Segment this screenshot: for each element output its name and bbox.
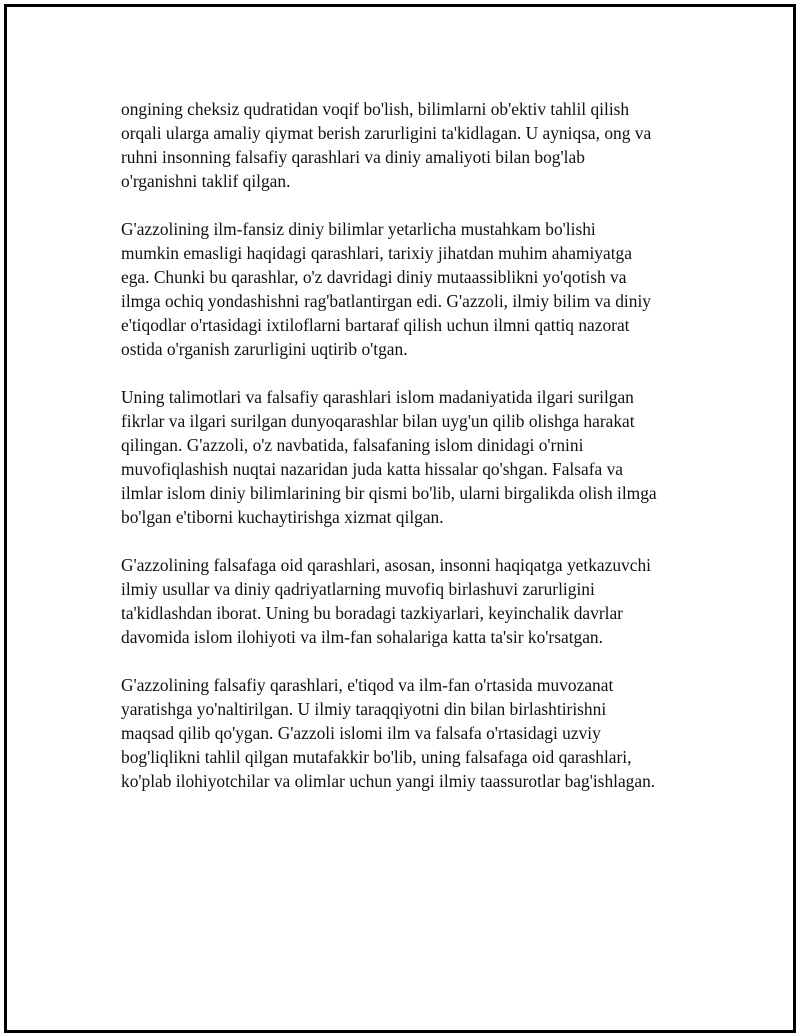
text-line: bog'liqlikni tahlil qilgan mutafakkir bo'lib, uning falsafaga oid qarashlari, xyxy=(121,747,632,767)
text-line: G'azzolining ilm-fansiz diniy bilimlar yetarlicha mustahkam bo'lishi xyxy=(121,219,596,239)
text-line: muvofiqlashish nuqtai nazaridan juda katta hissalar qo'shgan. Falsafa va xyxy=(121,459,624,479)
text-line: davomida islom ilohiyoti va ilm-fan sohalariga katta ta'sir ko'rsatgan. xyxy=(121,627,603,647)
text-line: maqsad qilib qo'ygan. G'azzoli islomi ilm va falsafa o'rtasidagi uzviy xyxy=(121,723,601,743)
text-line: fikrlar va ilgari surilgan dunyoqarashlar bilan uyg'un qilib olishga harakat xyxy=(121,411,635,431)
text-line: ta'kidlashdan iborat. Uning bu boradagi tazkiyarlari, keyinchalik davrlar xyxy=(121,603,623,623)
text-line: G'azzolining falsafaga oid qarashlari, asosan, insonni haqiqatga yetkazuvchi xyxy=(121,555,651,575)
text-line: ega. Chunki bu qarashlar, o'z davridagi diniy mutaassiblikni yo'qotish va xyxy=(121,267,627,287)
paragraph-2 xyxy=(121,217,701,361)
text-line: ongining cheksiz qudratidan voqif bo'lish, bilimlarni ob'ektiv tahlil qilish xyxy=(121,99,630,119)
text-line: ostida o'rganish zarurligini uqtirib o'tgan. xyxy=(121,339,408,359)
text-line: bo'lgan e'tiborni kuchaytirishga xizmat qilgan. xyxy=(121,507,444,527)
page-frame xyxy=(4,4,796,1033)
text-line: e'tiqodlar o'rtasidagi ixtiloflarni bartaraf qilish uchun ilmni qattiq nazorat xyxy=(121,315,630,335)
text-line: o'rganishni taklif qilgan. xyxy=(121,171,291,191)
text-line: qilingan. G'azzoli, o'z navbatida, falsafaning islom dinidagi o'rnini xyxy=(121,435,584,455)
paragraph-4 xyxy=(121,553,701,649)
text-line: orqali ularga amaliy qiymat berish zarurligini ta'kidlagan. U ayniqsa, ong va xyxy=(121,123,652,143)
text-line: mumkin emasligi haqidagi qarashlari, tarixiy jihatdan muhim ahamiyatga xyxy=(121,243,632,263)
text-line: Uning talimotlari va falsafiy qarashlari islom madaniyatida ilgari surilgan xyxy=(121,387,634,407)
paragraph-3 xyxy=(121,385,701,529)
paragraph-5 xyxy=(121,673,701,793)
document-body xyxy=(121,97,701,817)
text-line: yaratishga yo'naltirilgan. U ilmiy taraqqiyotni din bilan birlashtirishni xyxy=(121,699,607,719)
text-line: ilmga ochiq yondashishni rag'batlantirgan edi. G'azzoli, ilmiy bilim va diniy xyxy=(121,291,651,311)
text-line: G'azzolining falsafiy qarashlari, e'tiqod va ilm-fan o'rtasida muvozanat xyxy=(121,675,614,695)
text-line: ilmiy usullar va diniy qadriyatlarning muvofiq birlashuvi zarurligini xyxy=(121,579,595,599)
text-line: ruhni insonning falsafiy qarashlari va diniy amaliyoti bilan bog'lab xyxy=(121,147,585,167)
text-line: ko'plab ilohiyotchilar va olimlar uchun yangi ilmiy taassurotlar bag'ishlagan. xyxy=(121,771,656,791)
paragraph-1 xyxy=(121,97,701,193)
text-line: ilmlar islom diniy bilimlarining bir qismi bo'lib, ularni birgalikda olish ilmga xyxy=(121,483,657,503)
